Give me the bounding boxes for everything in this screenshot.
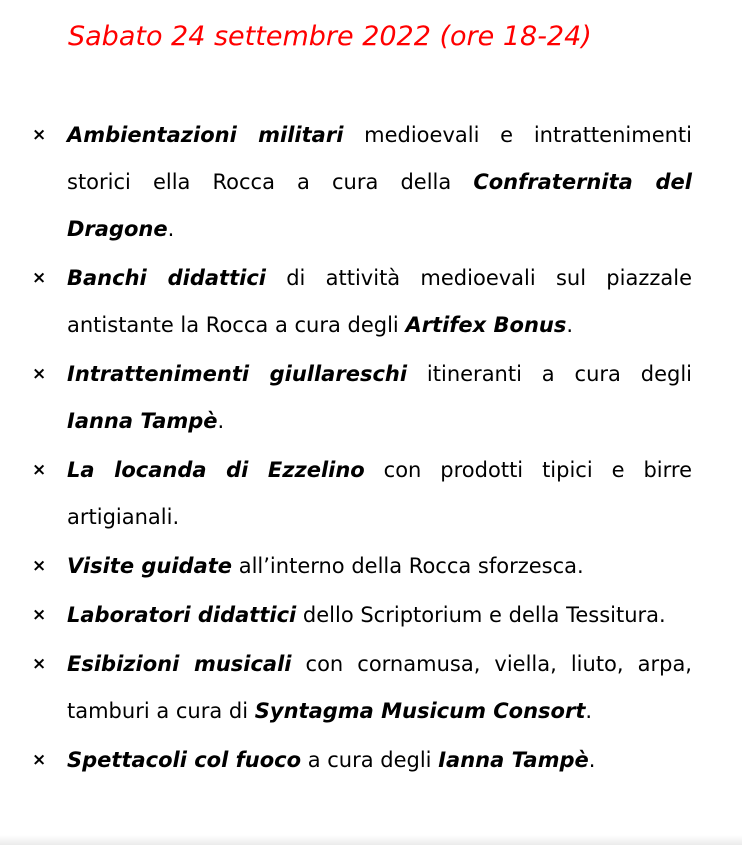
event-title: Visite guidate (67, 554, 233, 578)
event-item-laboratori-didattici (0, 592, 742, 639)
cross-mark-icon: × (32, 125, 47, 145)
event-organizer: Syntagma Musicum Consort (254, 699, 586, 723)
cross-mark-icon: × (32, 750, 47, 770)
event-description: all’interno della Rocca sforzesca. (232, 554, 584, 578)
event-item-locanda-ezzelino (0, 447, 742, 541)
event-description-end: . (585, 699, 593, 723)
event-item-intrattenimenti-giullareschi (0, 351, 742, 445)
cross-mark-icon: × (32, 460, 47, 480)
cross-mark-icon: × (32, 268, 47, 288)
event-title: Ambientazioni militari (67, 123, 344, 147)
event-item-spettacoli-fuoco (0, 737, 742, 784)
cross-mark-icon: × (32, 654, 47, 674)
cross-mark-icon: × (32, 556, 47, 576)
event-item-banchi-didattici (0, 255, 742, 349)
event-item-ambientazioni-militari (0, 112, 742, 253)
event-description: itineranti a cura degli (407, 362, 692, 386)
event-description: a cura degli (301, 748, 439, 772)
event-list (0, 112, 742, 786)
event-description: con prodotti tipici e birre artigianali. (67, 458, 693, 529)
event-title: Esibizioni musicali (67, 652, 292, 676)
event-description-end: . (566, 313, 574, 337)
cross-mark-icon: × (32, 605, 47, 625)
event-organizer: Ianna Tampè (438, 748, 589, 772)
event-title: Laboratori didattici (67, 603, 297, 627)
event-item-visite-guidate (0, 543, 742, 590)
event-description: di attività medioevali sul piazzale antistante la Rocca a cura degli (67, 266, 692, 337)
event-item-esibizioni-musicali (0, 641, 742, 735)
event-description: con cornamusa, viella, liuto, arpa, tamburi a cura di (67, 652, 692, 723)
event-date-heading: Sabato 24 settembre 2022 (ore 18-24) (68, 21, 592, 52)
event-organizer: Ianna Tampè (67, 409, 218, 433)
event-description: medioevali e intrattenimenti storici ella Rocca a cura della (67, 123, 692, 194)
event-organizer: Confraternita del Dragone (67, 170, 692, 241)
page-bottom-shadow (0, 835, 742, 845)
event-title: Spettacoli col fuoco (67, 748, 302, 772)
event-title: Banchi didattici (67, 266, 266, 290)
cross-mark-icon: × (32, 364, 47, 384)
event-description-end: . (217, 409, 225, 433)
event-title: Intrattenimenti giullareschi (67, 362, 408, 386)
event-description: dello Scriptorium e della Tessitura. (296, 603, 666, 627)
event-organizer: Artifex Bonus (405, 313, 567, 337)
event-description-end: . (588, 748, 596, 772)
event-description-end: . (167, 217, 175, 241)
event-title: La locanda di Ezzelino (67, 458, 365, 482)
